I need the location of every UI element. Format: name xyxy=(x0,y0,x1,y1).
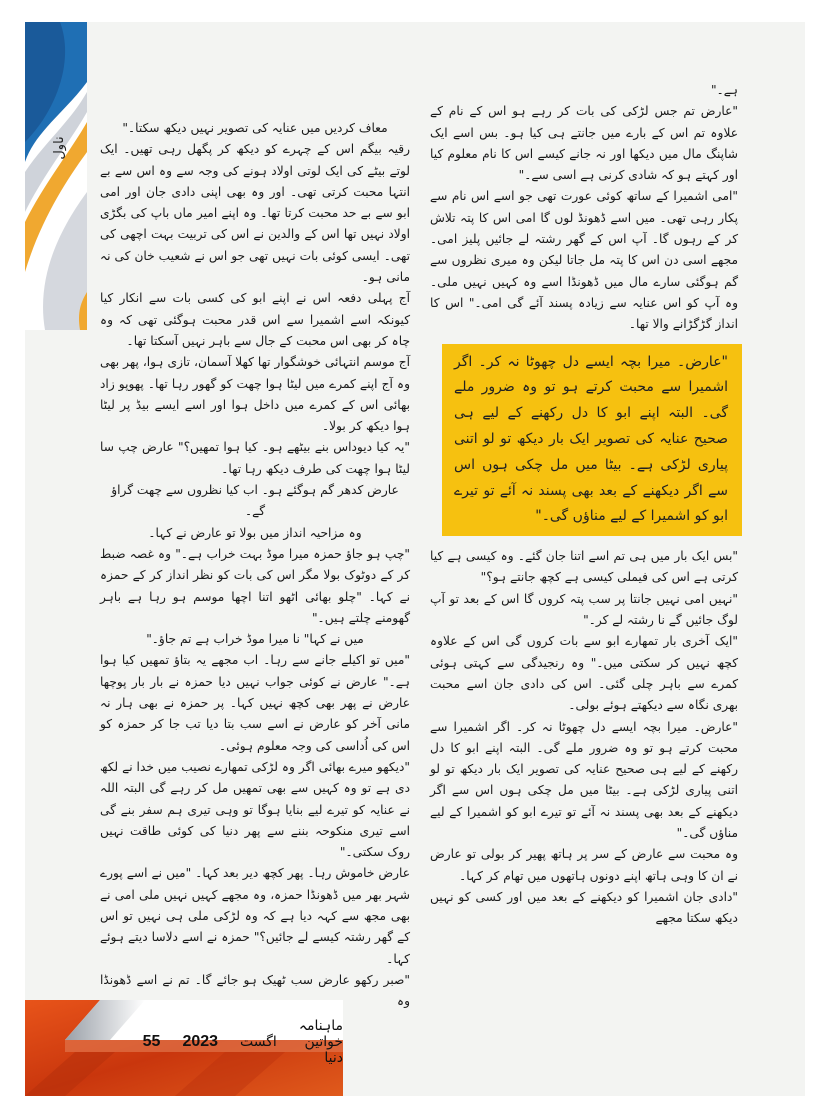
magazine-name: ماہنامہ خواتین دنیا xyxy=(298,1018,343,1066)
paragraph: "عارض تم جس لڑکی کی بات کر رہے ہو اس کے نام کے علاوہ تم اس کے بارے میں جانتے ہی کیا ہو۔ بس اسے ایک شاپنگ مال میں دیکھا اور نہ جانے کیسے اس کا نام معلوم کیا اور کہتے ہو کہ شادی کرنی ہے اسی سے۔" xyxy=(430,104,738,183)
paragraph: رقیہ بیگم اس کے چہرے کو دیکھ کر پگھل رہی تھیں۔ ایک لوتے بیٹے کی ایک لوتی اولاد ہونے کی وجہ سے وہ اس سے بے انتہا محبت کرتی تھی۔ اور وہ بھی اپنی دادی جان اور امی ابو سے بے حد محبت کرتا تھا۔ وہ اپنے امیر ماں باپ کی بگڑی اولاد نہیں تھا اس کے والدین نے اس کی تربیت بہت اچھی کی تھی۔ ایسی کوئی بات نہیں تھی جو اس نے شعیب خان کی نہ مانی ہو۔ xyxy=(100,142,410,285)
page-number: 55 xyxy=(142,1033,161,1050)
paragraph: معاف کردیں میں عنایہ کی تصویر نہیں دیکھ سکتا۔" xyxy=(122,121,388,135)
paragraph: میں نے کہا" نا میرا موڈ خراب ہے تم جاؤ۔" xyxy=(146,632,364,647)
swoosh-graphic xyxy=(25,22,87,330)
paragraph: "دادی جان اشمیرا کو دیکھنے کے بعد میں اور کسی کو نہیں دیکھ سکتا مجھے xyxy=(430,889,738,926)
pull-quote-text: "عارض۔ میرا بچہ ایسے دل چھوٹا نہ کر۔ اگر اشمیرا سے محبت کرتے ہو تو وہ ضرور ملے گی۔ البتہ اپنے ابو کا دل رکھنے کے لیے ہی صحیح عنایہ کی تصویر ایک بار دیکھ تو لو اتنی پیاری لڑکی ہے۔ بیٹا میں مل چکی ہوں اس سے اگر دیکھنے کے بعد بھی پسند نہ آئے تو تیرے ابو کو اشمیرا کے لیے مناؤں گی۔" xyxy=(454,353,728,525)
section-label: ناول xyxy=(52,136,67,160)
pull-quote-box xyxy=(442,344,742,537)
paragraph: "امی اشمیرا کے ساتھ کوئی عورت تھی جو اسے اس نام سے پکار رہی تھی۔ میں اسے ڈھونڈ لوں گا امی اس کا پتہ تلاش کر کے رہوں گا۔ آپ اس کے گھر رشتہ لے جائیں پلیز امی۔ مجھے اسی دن اس کا پتہ مل جاتا لیکن وہ میری نظروں سے گم ہوگئی سارے مال میں ڈھونڈا اسے وہ کہیں نہیں ملی۔ وہ آپ کو اس عنایہ سے زیادہ پسند آئے گی امی۔" اس کا انداز گڑگڑانے والا تھا۔ xyxy=(430,189,738,332)
paragraph: ہے۔" xyxy=(710,83,738,97)
footer-text xyxy=(142,1018,343,1066)
paragraph: "بس ایک بار میں ہی تم اسے اتنا جان گئے۔ وہ کیسی ہے کیا کرتی ہے اس کی فیملی کیسی ہے کچھ جانتے ہو؟" xyxy=(430,549,738,585)
paragraph: آج پہلی دفعہ اس نے اپنے ابو کی کسی بات سے انکار کیا کیونکہ اسے اشمیرا سے اس قدر محبت ہوگئی تھی کہ وہ چاہ کر بھی اس محبت کے جال سے باہر نہیں آسکتا تھا۔ xyxy=(100,291,410,348)
paragraph: آج موسم انتہائی خوشگوار تھا کھلا آسمان، تازی ہوا، پھر بھی وہ آج اپنے کمرے میں لیٹا ہوا چھت کو گھور رہا تھا۔ پھوپو زاد بھائی اس کے کمرے میں داخل ہوا اور اسے ایسے بیڈ پر لیٹا ہوا دیکھ کر بولا۔ xyxy=(100,355,410,434)
paragraph: "دیکھو میرے بھائی اگر وہ لڑکی تمھارے نصیب میں خدا نے لکھ دی ہے تو وہ کہیں سے بھی تمھیں مل کر رہے گی البتہ اللہ نے عنایہ کو تیرے لیے بنایا ہوگا تو وہی تیری ہم سفر بنے گی اسے تیری منکوحہ بننے سے پھر دنیا کی کوئی طاقت نہیں روک سکتی۔" xyxy=(100,759,410,860)
decorative-side-art xyxy=(25,22,87,330)
paragraph: "نہیں امی نہیں جانتا پر سب پتہ کروں گا اس کے بعد تو آپ لوگ جائیں گے نا رشتہ لے کر۔" xyxy=(430,591,738,628)
left-column xyxy=(100,118,410,1012)
paragraph: "صبر رکھو عارض سب ٹھیک ہو جائے گا۔ تم نے اسے ڈھونڈا وہ xyxy=(100,972,410,1009)
paragraph: "میں تو اکیلے جانے سے رہا۔ اب مجھے یہ بتاؤ تمھیں کیا ہوا ہے۔" عارض نے کوئی جواب نہیں دیا حمزہ نے بار بار پوچھا عارض نے پھر بھی کچھ نہیں کہا۔ پر حمزہ نے بھی ہار نہ مانی آخر کو عارض نے اسے سب بتا دیا تب جا کر حمزہ کو اس کی اُداسی کی وجہ معلوم ہوئی۔ xyxy=(100,653,410,753)
paragraph: "چپ ہو جاؤ حمزہ میرا موڈ بہت خراب ہے۔" وہ غصہ ضبط کر کے دوٹوک بولا مگر اس کی بات کو نظر انداز کر کے حمزہ نے کہا۔ "چلو بھائی اٹھو اتنا اچھا موسم ہو رہا ہے باہر گھومنے چلتے ہیں۔" xyxy=(100,546,410,625)
issue-year: 2023 xyxy=(182,1033,219,1050)
paragraph: وہ مزاحیہ انداز میں بولا تو عارض نے کہا۔ xyxy=(148,525,362,540)
paragraph: "عارض۔ میرا بچہ ایسے دل چھوٹا نہ کر۔ اگر اشمیرا سے محبت کرتے ہو تو وہ ضرور ملے گی۔ البتہ اپنے ابو کا دل رکھنے کے لیے ہی صحیح عنایہ کی تصویر ایک بار دیکھ تو لو اتنی پیاری لڑکی ہے۔ بیٹا میں مل چکی ہوں اس سے اگر دیکھنے کے بعد بھی پسند نہ آئے تو تیرے ابو کو اشمیرا کے لیے مناؤں گی۔" xyxy=(430,719,738,840)
paragraph: "ایک آخری بار تمھارے ابو سے بات کروں گی اس کے علاوہ کچھ نہیں کر سکتی میں۔" وہ رنجیدگی سے کہتی ہوئی کمرے سے باہر چلی گئی۔ اس کی دادی جان اسے محبت بھری نگاہ سے دیکھتے ہوئے بولی۔ xyxy=(430,634,738,713)
right-column xyxy=(430,80,738,929)
page-footer xyxy=(25,1000,343,1096)
issue-month: اگست xyxy=(240,1034,277,1050)
paragraph: وہ محبت سے عارض کے سر پر ہاتھ پھیر کر بولی تو عارض نے ان کا وہی ہاتھ اپنے دونوں ہاتھوں میں تھام کر کہا۔ xyxy=(430,847,738,883)
paragraph: "یہ کیا دیوداس بنے بیٹھے ہو۔ کیا ہوا تمھیں؟" عارض چپ سا لیٹا ہوا چھت کی طرف دیکھ رہا تھا۔ xyxy=(100,440,410,476)
paragraph: عارض کدھر گم ہوگئے ہو۔ اب کیا نظروں سے چھت گراؤ گے۔ xyxy=(111,483,399,519)
paragraph: عارض خاموش رہا۔ پھر کچھ دیر بعد کہا۔ "میں نے اسے پورے شہر بھر میں ڈھونڈا حمزہ، وہ مجھے کہیں نہیں ملی امی نے بھی مجھ سے کہہ دیا ہے کہ وہ لڑکی ملی ہی نہیں تو اس کے گھر رشتہ کیسے لے جائیں؟" حمزہ نے اسے دلاسا دیتے ہوئے کہا۔ xyxy=(100,866,410,966)
